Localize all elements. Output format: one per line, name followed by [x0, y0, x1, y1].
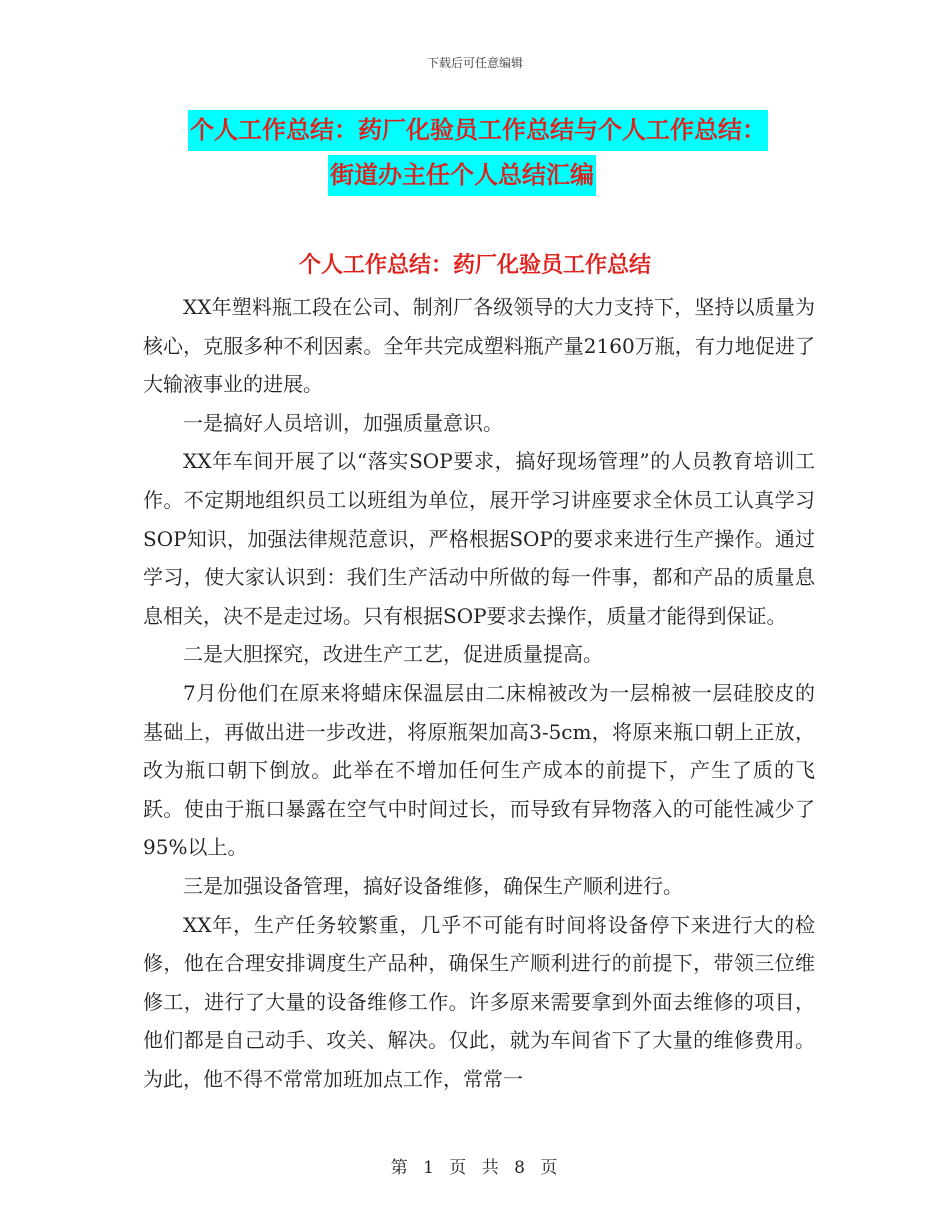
section-heading: 个人工作总结：药厂化验员工作总结 — [298, 253, 651, 278]
body-content — [143, 288, 815, 1098]
page-number: 第 1 页 共 8 页 — [390, 1158, 560, 1178]
document-title-line-1: 个人工作总结：药厂化验员工作总结与个人工作总结： — [188, 110, 768, 151]
document-title — [188, 108, 828, 198]
page-header-note: 下载后可任意编辑 — [426, 56, 523, 70]
paragraph: XX年塑料瓶工段在公司、制剂厂各级领导的大力支持下，坚持以质量为核心，克服多种不利因素。全年共完成塑料瓶产量2160万瓶，有力地促进了大输液事业的进展。 — [143, 295, 815, 397]
paragraph: 一是搞好人员培训，加强质量意识。 — [183, 410, 503, 435]
paragraph: XX年车间开展了以“落实SOP要求，搞好现场管理”的人员教育培训工作。不定期地组织员工以班组为单位，展开学习讲座要求全休员工认真学习SOP知识，加强法律规范意识，严格根据SOP的要求来进行生产操作。通过学习，使大家认识到：我们生产活动中所做的每一件事，都和产品的质量息息相关，决不是走过场。只有根据SOP要求去操作，质量才能得到保证。 — [143, 449, 815, 628]
document-title-line-2: 街道办主任个人总结汇编 — [328, 155, 596, 196]
paragraph: XX年，生产任务较繁重，几乎不可能有时间将设备停下来进行大的检修，他在合理安排调度生产品种，确保生产顺利进行的前提下，带领三位维修工，进行了大量的设备维修工作。许多原来需要拿到外面去维修的项目，他们都是自己动手、攻关、解决。仅此，就为车间省下了大量的维修费用。为此，他不得不常常加班加点工作，常常一 — [143, 912, 815, 1091]
paragraph: 7月份他们在原来将蜡床保温层由二床棉被改为一层棉被一层硅胶皮的基础上，再做出进一步改进，将原瓶架加高3-5cm，将原来瓶口朝上正放，改为瓶口朝下倒放。此举在不增加任何生产成本的前提下，产生了质的飞跃。使由于瓶口暴露在空气中时间过长，而导致有异物落入的可能性减少了95%以上。 — [143, 680, 815, 860]
paragraph: 三是加强设备管理，搞好设备维修，确保生产顺利进行。 — [183, 873, 683, 898]
paragraph: 二是大胆探究，改进生产工艺，促进质量提高。 — [183, 642, 603, 667]
